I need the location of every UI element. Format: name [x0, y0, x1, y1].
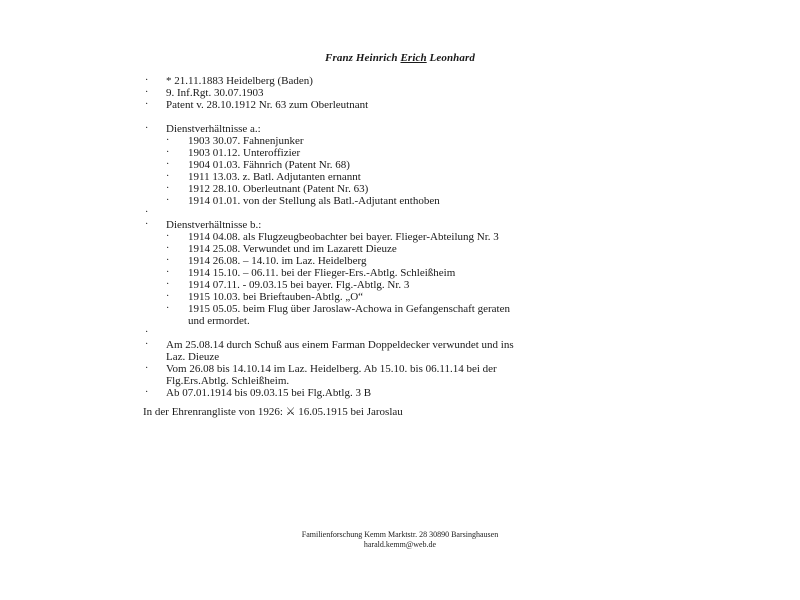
- title-underlined-name: Erich: [400, 52, 427, 64]
- footer-email: harald.kemm@web.de: [363, 540, 437, 549]
- sub-bullet-marker: ·: [166, 291, 170, 302]
- sub-bullet-marker: ·: [166, 135, 170, 146]
- section-b-item: 1914 04.08. als Flugzeugbeobachter bei bayer. Flieger-Abteilung Nr. 3: [188, 231, 499, 243]
- section-a-item: 1914 01.01. von der Stellung als Batl.-Adjutant enthoben: [188, 195, 440, 207]
- footer-address: Familienforschung Kemm Marktstr. 28 30890 Barsinghausen: [301, 530, 499, 539]
- section-a-heading: Dienstverhältnisse a.:: [166, 123, 261, 135]
- sub-bullet-marker: ·: [166, 255, 170, 266]
- sub-bullet-marker: ·: [166, 303, 170, 314]
- sub-bullet-marker: ·: [166, 243, 170, 254]
- note-line: Ab 07.01.1914 bis 09.03.15 bei Flg.Abtlg. 3 B: [166, 387, 372, 399]
- ehrenrangliste-line: In der Ehrenrangliste von 1926: ⚔ 16.05.1915 bei Jaroslau: [143, 406, 403, 418]
- sub-bullet-marker: ·: [166, 279, 170, 290]
- title-post: Leonhard: [426, 52, 475, 64]
- page-title: [0, 52, 800, 64]
- sub-bullet-marker: ·: [166, 159, 170, 170]
- note-line: Flg.Ers.Abtlg. Schleißheim.: [166, 375, 290, 387]
- bullet-marker: ·: [145, 207, 149, 218]
- sub-bullet-marker: ·: [166, 231, 170, 242]
- bullet-marker: ·: [145, 327, 149, 338]
- section-b-item: 1915 10.03. bei Brieftauben-Abtlg. „O“: [188, 291, 364, 303]
- note-line: Am 25.08.14 durch Schuß aus einem Farman Doppeldecker verwundet und ins: [166, 339, 514, 351]
- intro-line: 9. Inf.Rgt. 30.07.1903: [166, 87, 264, 99]
- section-b-item: 1914 15.10. – 06.11. bei der Flieger-Ers.-Abtlg. Schleißheim: [188, 267, 456, 279]
- sub-bullet-marker: ·: [166, 183, 170, 194]
- section-b-item: 1915 05.05. beim Flug über Jaroslaw-Achowa in Gefangenschaft geraten: [188, 303, 510, 315]
- sub-bullet-marker: ·: [166, 267, 170, 278]
- section-b-item: 1914 26.08. – 14.10. im Laz. Heidelberg: [188, 255, 367, 267]
- intro-line: Patent v. 28.10.1912 Nr. 63 zum Oberleutnant: [166, 99, 369, 111]
- bullet-marker: ·: [145, 87, 149, 98]
- sub-bullet-marker: ·: [166, 195, 170, 206]
- section-b-heading: Dienstverhältnisse b.:: [166, 219, 262, 231]
- section-a-item: 1903 01.12. Unteroffizier: [188, 147, 301, 159]
- note-line: Vom 26.08 bis 14.10.14 im Laz. Heidelberg. Ab 15.10. bis 06.11.14 bei der: [166, 363, 497, 375]
- section-b-item: 1914 25.08. Verwundet und im Lazarett Dieuze: [188, 243, 397, 255]
- section-a-item: 1911 13.03. z. Batl. Adjutanten ernannt: [188, 171, 361, 183]
- sub-bullet-marker: ·: [166, 147, 170, 158]
- bullet-marker: ·: [145, 363, 149, 374]
- bullet-marker: ·: [145, 99, 149, 110]
- bullet-marker: ·: [145, 219, 149, 230]
- bullet-marker: ·: [145, 387, 149, 398]
- bullet-marker: ·: [145, 75, 149, 86]
- intro-line: * 21.11.1883 Heidelberg (Baden): [166, 75, 313, 87]
- section-b-item-continued: und ermordet.: [188, 315, 250, 327]
- bullet-marker: ·: [145, 339, 149, 350]
- section-a-item: 1903 30.07. Fahnenjunker: [188, 135, 304, 147]
- section-a-item: 1904 01.03. Fähnrich (Patent Nr. 68): [188, 159, 350, 171]
- section-b-item: 1914 07.11. - 09.03.15 bei bayer. Flg.-Abtlg. Nr. 3: [188, 279, 410, 291]
- note-line: Laz. Dieuze: [166, 351, 220, 363]
- bullet-marker: ·: [145, 123, 149, 134]
- sub-bullet-marker: ·: [166, 171, 170, 182]
- section-a-item: 1912 28.10. Oberleutnant (Patent Nr. 63): [188, 183, 369, 195]
- title-pre: Franz Heinrich: [325, 52, 401, 64]
